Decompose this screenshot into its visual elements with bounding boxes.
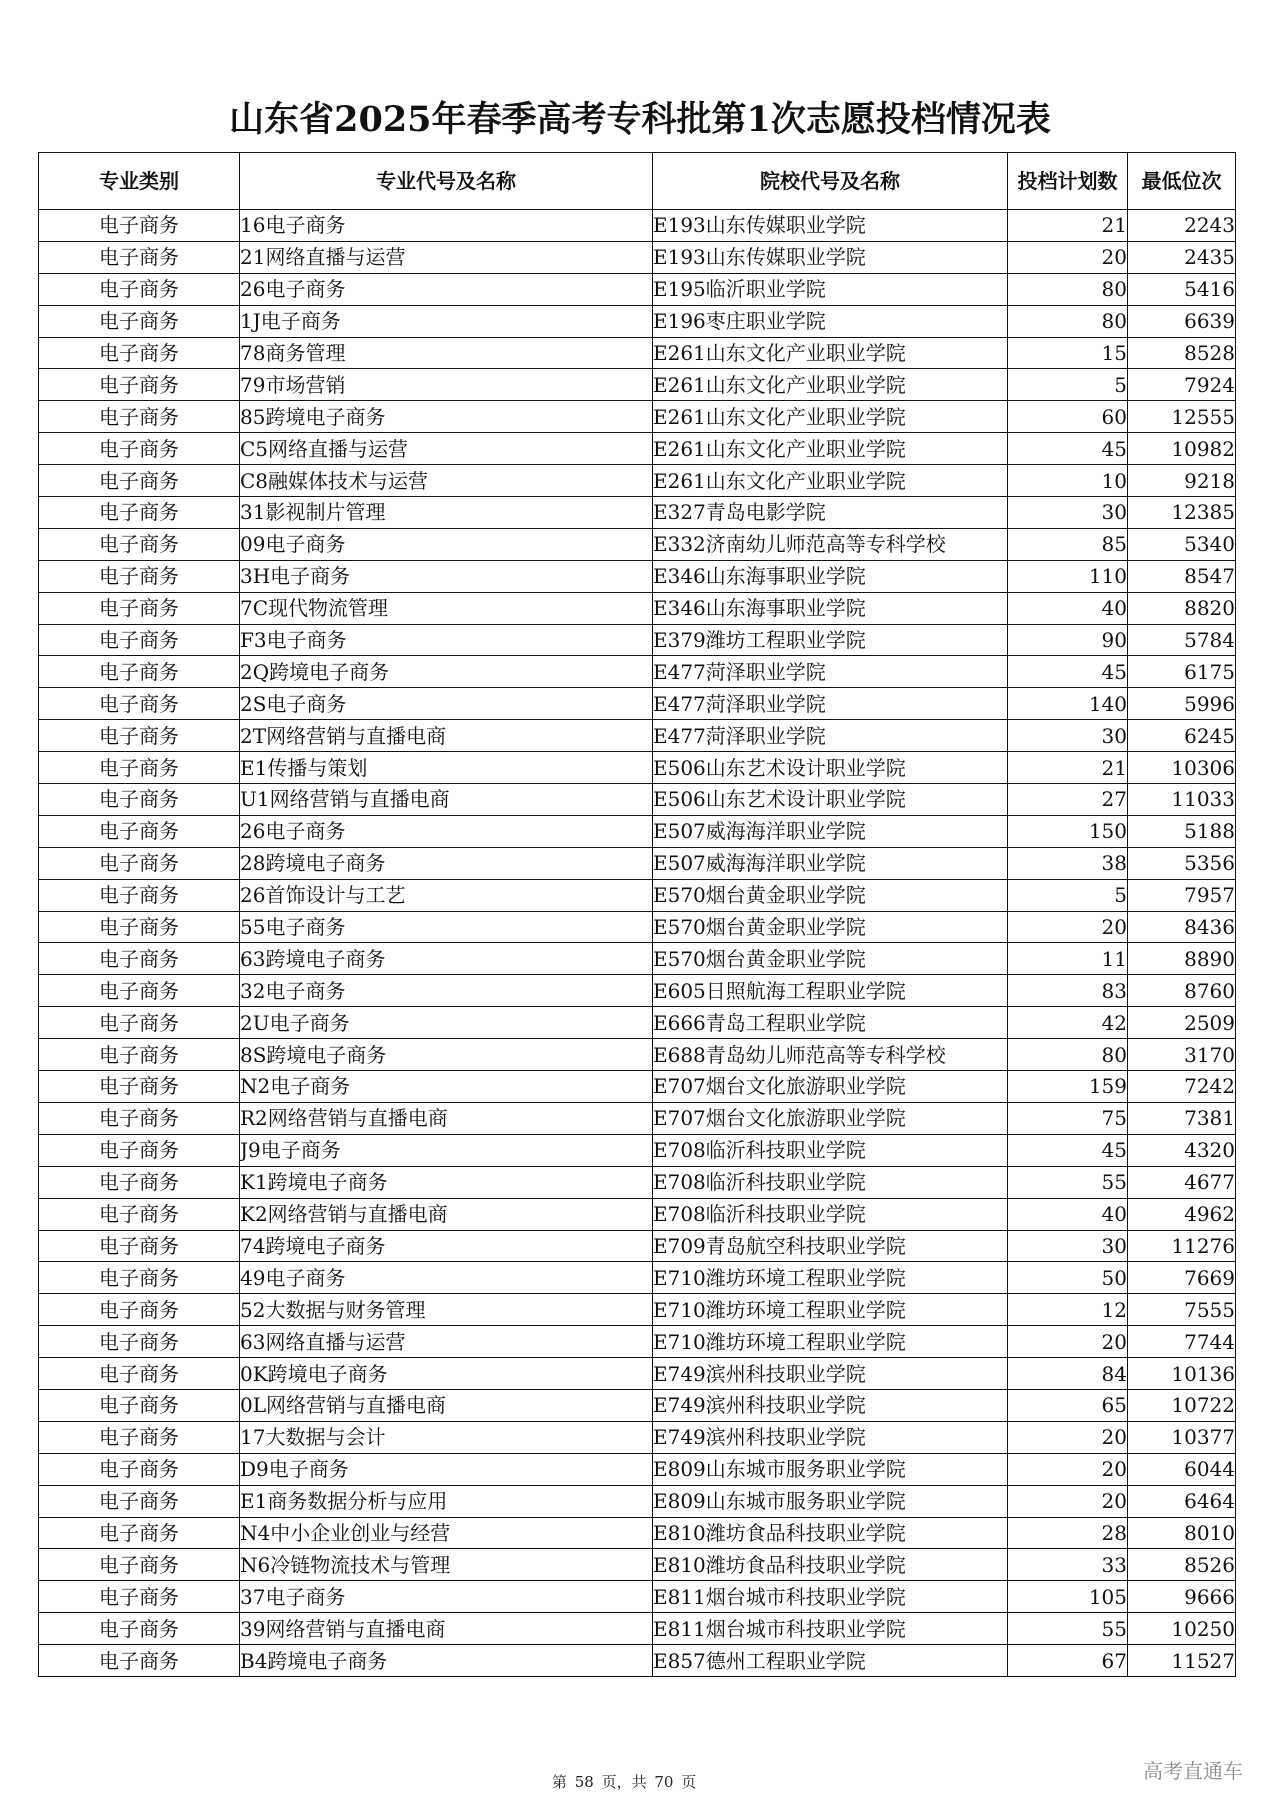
cell-plan: 85 — [1008, 528, 1128, 560]
cell-min-rank: 12555 — [1128, 401, 1236, 433]
cell-plan: 45 — [1008, 433, 1128, 465]
cell-plan: 12 — [1008, 1294, 1128, 1326]
cell-plan: 20 — [1008, 241, 1128, 273]
cell-plan: 55 — [1008, 1166, 1128, 1198]
table-body — [39, 210, 1236, 1677]
table-row — [39, 1007, 1236, 1039]
cell-major: 1J电子商务 — [240, 305, 653, 337]
cell-plan: 110 — [1008, 560, 1128, 592]
cell-school: E346山东海事职业学院 — [653, 560, 1008, 592]
cell-major: N6冷链物流技术与管理 — [240, 1549, 653, 1581]
cell-min-rank: 11276 — [1128, 1230, 1236, 1262]
table-row — [39, 1166, 1236, 1198]
cell-plan: 45 — [1008, 656, 1128, 688]
table-row — [39, 1230, 1236, 1262]
cell-category: 电子商务 — [39, 656, 240, 688]
cell-category: 电子商务 — [39, 497, 240, 529]
cell-plan: 60 — [1008, 401, 1128, 433]
cell-school: E477菏泽职业学院 — [653, 656, 1008, 688]
cell-min-rank: 12385 — [1128, 497, 1236, 529]
cell-major: 7C现代物流管理 — [240, 592, 653, 624]
cell-min-rank: 4962 — [1128, 1198, 1236, 1230]
cell-school: E708临沂科技职业学院 — [653, 1134, 1008, 1166]
cell-plan: 83 — [1008, 975, 1128, 1007]
cell-major: 63跨境电子商务 — [240, 943, 653, 975]
cell-min-rank: 6245 — [1128, 720, 1236, 752]
cell-major: E1商务数据分析与应用 — [240, 1485, 653, 1517]
cell-school: E196枣庄职业学院 — [653, 305, 1008, 337]
cell-school: E477菏泽职业学院 — [653, 688, 1008, 720]
cell-min-rank: 11033 — [1128, 784, 1236, 816]
cell-category: 电子商务 — [39, 1326, 240, 1358]
cell-major: 78商务管理 — [240, 337, 653, 369]
header-category: 专业类别 — [39, 153, 240, 210]
cell-category: 电子商务 — [39, 1134, 240, 1166]
cell-major: 55电子商务 — [240, 911, 653, 943]
cell-plan: 28 — [1008, 1517, 1128, 1549]
cell-major: K2网络营销与直播电商 — [240, 1198, 653, 1230]
cell-major: N4中小企业创业与经营 — [240, 1517, 653, 1549]
cell-category: 电子商务 — [39, 433, 240, 465]
table-row — [39, 528, 1236, 560]
cell-school: E507威海海洋职业学院 — [653, 847, 1008, 879]
cell-plan: 80 — [1008, 305, 1128, 337]
cell-school: E327青岛电影学院 — [653, 497, 1008, 529]
cell-plan: 40 — [1008, 592, 1128, 624]
cell-category: 电子商务 — [39, 1549, 240, 1581]
cell-plan: 67 — [1008, 1645, 1128, 1677]
cell-category: 电子商务 — [39, 528, 240, 560]
page-title: 山东省2025年春季高考专科批第1次志愿投档情况表 — [229, 99, 1051, 140]
cell-major: 79市场营销 — [240, 369, 653, 401]
cell-school: E605日照航海工程职业学院 — [653, 975, 1008, 1007]
cell-min-rank: 7957 — [1128, 879, 1236, 911]
cell-category: 电子商务 — [39, 943, 240, 975]
cell-min-rank: 8526 — [1128, 1549, 1236, 1581]
cell-category: 电子商务 — [39, 1230, 240, 1262]
cell-min-rank: 2435 — [1128, 241, 1236, 273]
cell-major: N2电子商务 — [240, 1071, 653, 1103]
table-row — [39, 1358, 1236, 1390]
cell-major: 17大数据与会计 — [240, 1421, 653, 1453]
table-row — [39, 1262, 1236, 1294]
cell-category: 电子商务 — [39, 369, 240, 401]
cell-category: 电子商务 — [39, 1071, 240, 1103]
cell-major: 32电子商务 — [240, 975, 653, 1007]
cell-school: E708临沂科技职业学院 — [653, 1166, 1008, 1198]
cell-min-rank: 5356 — [1128, 847, 1236, 879]
cell-major: D9电子商务 — [240, 1453, 653, 1485]
cell-min-rank: 2509 — [1128, 1007, 1236, 1039]
cell-category: 电子商务 — [39, 337, 240, 369]
cell-major: 21网络直播与运营 — [240, 241, 653, 273]
table-row — [39, 1645, 1236, 1677]
cell-min-rank: 5416 — [1128, 273, 1236, 305]
table-row — [39, 1421, 1236, 1453]
cell-plan: 40 — [1008, 1198, 1128, 1230]
cell-min-rank: 10982 — [1128, 433, 1236, 465]
cell-plan: 84 — [1008, 1358, 1128, 1390]
cell-school: E261山东文化产业职业学院 — [653, 401, 1008, 433]
cell-major: F3电子商务 — [240, 624, 653, 656]
table-header-row — [39, 153, 1236, 210]
cell-min-rank: 8528 — [1128, 337, 1236, 369]
cell-min-rank: 9218 — [1128, 465, 1236, 497]
table-row — [39, 1134, 1236, 1166]
table-row — [39, 369, 1236, 401]
cell-school: E570烟台黄金职业学院 — [653, 911, 1008, 943]
cell-major: 28跨境电子商务 — [240, 847, 653, 879]
table-row — [39, 784, 1236, 816]
cell-min-rank: 8010 — [1128, 1517, 1236, 1549]
table-row — [39, 1102, 1236, 1134]
cell-category: 电子商务 — [39, 1581, 240, 1613]
cell-category: 电子商务 — [39, 1039, 240, 1071]
cell-plan: 150 — [1008, 815, 1128, 847]
cell-min-rank: 8820 — [1128, 592, 1236, 624]
table-row — [39, 1389, 1236, 1421]
cell-min-rank: 10250 — [1128, 1613, 1236, 1645]
table-row — [39, 752, 1236, 784]
cell-min-rank: 10722 — [1128, 1389, 1236, 1421]
cell-min-rank: 5996 — [1128, 688, 1236, 720]
cell-plan: 10 — [1008, 465, 1128, 497]
cell-plan: 159 — [1008, 1071, 1128, 1103]
cell-school: E710潍坊环境工程职业学院 — [653, 1326, 1008, 1358]
cell-school: E506山东艺术设计职业学院 — [653, 784, 1008, 816]
cell-category: 电子商务 — [39, 1421, 240, 1453]
cell-major: 09电子商务 — [240, 528, 653, 560]
cell-plan: 20 — [1008, 1326, 1128, 1358]
cell-min-rank: 8547 — [1128, 560, 1236, 592]
cell-major: 63网络直播与运营 — [240, 1326, 653, 1358]
table-row — [39, 1198, 1236, 1230]
cell-min-rank: 8760 — [1128, 975, 1236, 1007]
cell-plan: 20 — [1008, 1453, 1128, 1485]
cell-category: 电子商务 — [39, 1294, 240, 1326]
cell-school: E666青岛工程职业学院 — [653, 1007, 1008, 1039]
cell-category: 电子商务 — [39, 1613, 240, 1645]
cell-major: E1传播与策划 — [240, 752, 653, 784]
cell-category: 电子商务 — [39, 1485, 240, 1517]
table-row — [39, 911, 1236, 943]
cell-category: 电子商务 — [39, 1102, 240, 1134]
cell-min-rank: 5340 — [1128, 528, 1236, 560]
cell-category: 电子商务 — [39, 560, 240, 592]
cell-major: 74跨境电子商务 — [240, 1230, 653, 1262]
table-row — [39, 241, 1236, 273]
table-row — [39, 401, 1236, 433]
admission-table — [38, 152, 1236, 1677]
cell-category: 电子商务 — [39, 1645, 240, 1677]
table-row — [39, 497, 1236, 529]
cell-school: E710潍坊环境工程职业学院 — [653, 1262, 1008, 1294]
cell-major: 26首饰设计与工艺 — [240, 879, 653, 911]
cell-major: 26电子商务 — [240, 273, 653, 305]
cell-major: 2S电子商务 — [240, 688, 653, 720]
cell-min-rank: 8436 — [1128, 911, 1236, 943]
cell-plan: 5 — [1008, 369, 1128, 401]
table-row — [39, 1071, 1236, 1103]
table-row — [39, 465, 1236, 497]
cell-plan: 33 — [1008, 1549, 1128, 1581]
cell-school: E707烟台文化旅游职业学院 — [653, 1071, 1008, 1103]
watermark: 高考直通车 — [1143, 1759, 1243, 1783]
cell-category: 电子商务 — [39, 1007, 240, 1039]
table-row — [39, 1294, 1236, 1326]
cell-major: 2Q跨境电子商务 — [240, 656, 653, 688]
cell-category: 电子商务 — [39, 815, 240, 847]
cell-plan: 30 — [1008, 1230, 1128, 1262]
cell-major: 2U电子商务 — [240, 1007, 653, 1039]
cell-major: 0K跨境电子商务 — [240, 1358, 653, 1390]
cell-min-rank: 10306 — [1128, 752, 1236, 784]
cell-min-rank: 6464 — [1128, 1485, 1236, 1517]
cell-plan: 30 — [1008, 720, 1128, 752]
cell-plan: 140 — [1008, 688, 1128, 720]
cell-category: 电子商务 — [39, 305, 240, 337]
cell-major: C5网络直播与运营 — [240, 433, 653, 465]
cell-category: 电子商务 — [39, 465, 240, 497]
cell-category: 电子商务 — [39, 210, 240, 242]
cell-plan: 80 — [1008, 273, 1128, 305]
cell-plan: 15 — [1008, 337, 1128, 369]
cell-major: 16电子商务 — [240, 210, 653, 242]
cell-min-rank: 8890 — [1128, 943, 1236, 975]
table-row — [39, 720, 1236, 752]
cell-major: 8S跨境电子商务 — [240, 1039, 653, 1071]
cell-school: E708临沂科技职业学院 — [653, 1198, 1008, 1230]
header-min-rank: 最低位次 — [1128, 153, 1236, 210]
cell-min-rank: 7242 — [1128, 1071, 1236, 1103]
cell-category: 电子商务 — [39, 688, 240, 720]
cell-min-rank: 10136 — [1128, 1358, 1236, 1390]
table-row — [39, 273, 1236, 305]
cell-school: E332济南幼儿师范高等专科学校 — [653, 528, 1008, 560]
cell-school: E261山东文化产业职业学院 — [653, 433, 1008, 465]
cell-category: 电子商务 — [39, 592, 240, 624]
cell-plan: 20 — [1008, 1421, 1128, 1453]
cell-school: E261山东文化产业职业学院 — [653, 369, 1008, 401]
cell-school: E570烟台黄金职业学院 — [653, 943, 1008, 975]
cell-category: 电子商务 — [39, 879, 240, 911]
cell-category: 电子商务 — [39, 273, 240, 305]
cell-school: E506山东艺术设计职业学院 — [653, 752, 1008, 784]
cell-min-rank: 5188 — [1128, 815, 1236, 847]
cell-major: 3H电子商务 — [240, 560, 653, 592]
cell-school: E379潍坊工程职业学院 — [653, 624, 1008, 656]
cell-min-rank: 4677 — [1128, 1166, 1236, 1198]
cell-min-rank: 6639 — [1128, 305, 1236, 337]
cell-category: 电子商务 — [39, 911, 240, 943]
cell-plan: 105 — [1008, 1581, 1128, 1613]
cell-min-rank: 9666 — [1128, 1581, 1236, 1613]
cell-category: 电子商务 — [39, 975, 240, 1007]
cell-school: E710潍坊环境工程职业学院 — [653, 1294, 1008, 1326]
cell-major: 85跨境电子商务 — [240, 401, 653, 433]
table-row — [39, 210, 1236, 242]
cell-school: E811烟台城市科技职业学院 — [653, 1581, 1008, 1613]
cell-category: 电子商务 — [39, 624, 240, 656]
cell-school: E507威海海洋职业学院 — [653, 815, 1008, 847]
cell-major: 37电子商务 — [240, 1581, 653, 1613]
cell-min-rank: 4320 — [1128, 1134, 1236, 1166]
cell-category: 电子商务 — [39, 401, 240, 433]
cell-major: K1跨境电子商务 — [240, 1166, 653, 1198]
cell-plan: 50 — [1008, 1262, 1128, 1294]
cell-plan: 80 — [1008, 1039, 1128, 1071]
cell-min-rank: 7669 — [1128, 1262, 1236, 1294]
cell-school: E195临沂职业学院 — [653, 273, 1008, 305]
cell-major: R2网络营销与直播电商 — [240, 1102, 653, 1134]
cell-school: E193山东传媒职业学院 — [653, 210, 1008, 242]
table-row — [39, 337, 1236, 369]
table-row — [39, 592, 1236, 624]
cell-major: J9电子商务 — [240, 1134, 653, 1166]
cell-category: 电子商务 — [39, 1453, 240, 1485]
cell-major: 49电子商务 — [240, 1262, 653, 1294]
cell-plan: 30 — [1008, 497, 1128, 529]
cell-category: 电子商务 — [39, 1389, 240, 1421]
cell-school: E688青岛幼儿师范高等专科学校 — [653, 1039, 1008, 1071]
cell-plan: 90 — [1008, 624, 1128, 656]
cell-school: E477菏泽职业学院 — [653, 720, 1008, 752]
cell-major: U1网络营销与直播电商 — [240, 784, 653, 816]
cell-category: 电子商务 — [39, 847, 240, 879]
header-school: 院校代号及名称 — [653, 153, 1008, 210]
cell-school: E749滨州科技职业学院 — [653, 1421, 1008, 1453]
cell-major: 26电子商务 — [240, 815, 653, 847]
cell-category: 电子商务 — [39, 752, 240, 784]
cell-school: E707烟台文化旅游职业学院 — [653, 1102, 1008, 1134]
cell-plan: 20 — [1008, 1485, 1128, 1517]
cell-school: E810潍坊食品科技职业学院 — [653, 1549, 1008, 1581]
cell-school: E810潍坊食品科技职业学院 — [653, 1517, 1008, 1549]
cell-plan: 5 — [1008, 879, 1128, 911]
cell-category: 电子商务 — [39, 720, 240, 752]
cell-school: E809山东城市服务职业学院 — [653, 1485, 1008, 1517]
cell-plan: 27 — [1008, 784, 1128, 816]
cell-plan: 21 — [1008, 752, 1128, 784]
cell-min-rank: 5784 — [1128, 624, 1236, 656]
table-row — [39, 1326, 1236, 1358]
cell-category: 电子商务 — [39, 1517, 240, 1549]
table-row — [39, 560, 1236, 592]
cell-category: 电子商务 — [39, 784, 240, 816]
table-row — [39, 624, 1236, 656]
cell-major: 2T网络营销与直播电商 — [240, 720, 653, 752]
cell-category: 电子商务 — [39, 1262, 240, 1294]
cell-min-rank: 11527 — [1128, 1645, 1236, 1677]
cell-school: E809山东城市服务职业学院 — [653, 1453, 1008, 1485]
cell-school: E193山东传媒职业学院 — [653, 241, 1008, 273]
cell-plan: 75 — [1008, 1102, 1128, 1134]
table-row — [39, 1453, 1236, 1485]
table-row — [39, 433, 1236, 465]
cell-major: 39网络营销与直播电商 — [240, 1613, 653, 1645]
table-row — [39, 815, 1236, 847]
cell-plan: 42 — [1008, 1007, 1128, 1039]
cell-category: 电子商务 — [39, 1198, 240, 1230]
table-row — [39, 1581, 1236, 1613]
table-row — [39, 975, 1236, 1007]
cell-major: 31影视制片管理 — [240, 497, 653, 529]
cell-school: E261山东文化产业职业学院 — [653, 465, 1008, 497]
cell-category: 电子商务 — [39, 1166, 240, 1198]
table-row — [39, 943, 1236, 975]
table-row — [39, 656, 1236, 688]
cell-plan: 21 — [1008, 210, 1128, 242]
cell-school: E857德州工程职业学院 — [653, 1645, 1008, 1677]
cell-min-rank: 7555 — [1128, 1294, 1236, 1326]
cell-min-rank: 7381 — [1128, 1102, 1236, 1134]
table-row — [39, 847, 1236, 879]
cell-school: E709青岛航空科技职业学院 — [653, 1230, 1008, 1262]
cell-major: 0L网络营销与直播电商 — [240, 1389, 653, 1421]
table-row — [39, 1485, 1236, 1517]
cell-category: 电子商务 — [39, 1358, 240, 1390]
cell-min-rank: 2243 — [1128, 210, 1236, 242]
cell-min-rank: 10377 — [1128, 1421, 1236, 1453]
cell-school: E346山东海事职业学院 — [653, 592, 1008, 624]
cell-plan: 45 — [1008, 1134, 1128, 1166]
cell-major: 52大数据与财务管理 — [240, 1294, 653, 1326]
page-indicator: 第 58 页，共 70 页 — [552, 1773, 697, 1791]
cell-school: E749滨州科技职业学院 — [653, 1358, 1008, 1390]
table-row — [39, 688, 1236, 720]
table-row — [39, 1517, 1236, 1549]
cell-min-rank: 7924 — [1128, 369, 1236, 401]
cell-school: E811烟台城市科技职业学院 — [653, 1613, 1008, 1645]
table-row — [39, 1613, 1236, 1645]
cell-plan: 11 — [1008, 943, 1128, 975]
header-major: 专业代号及名称 — [240, 153, 653, 210]
cell-min-rank: 6044 — [1128, 1453, 1236, 1485]
cell-min-rank: 3170 — [1128, 1039, 1236, 1071]
table-row — [39, 1039, 1236, 1071]
header-plan: 投档计划数 — [1008, 153, 1128, 210]
cell-school: E570烟台黄金职业学院 — [653, 879, 1008, 911]
cell-school: E749滨州科技职业学院 — [653, 1389, 1008, 1421]
cell-min-rank: 7744 — [1128, 1326, 1236, 1358]
table-row — [39, 1549, 1236, 1581]
cell-plan: 38 — [1008, 847, 1128, 879]
cell-school: E261山东文化产业职业学院 — [653, 337, 1008, 369]
table-row — [39, 305, 1236, 337]
cell-major: B4跨境电子商务 — [240, 1645, 653, 1677]
cell-plan: 20 — [1008, 911, 1128, 943]
cell-min-rank: 6175 — [1128, 656, 1236, 688]
cell-category: 电子商务 — [39, 241, 240, 273]
cell-plan: 55 — [1008, 1613, 1128, 1645]
cell-major: C8融媒体技术与运营 — [240, 465, 653, 497]
cell-plan: 65 — [1008, 1389, 1128, 1421]
table-row — [39, 879, 1236, 911]
